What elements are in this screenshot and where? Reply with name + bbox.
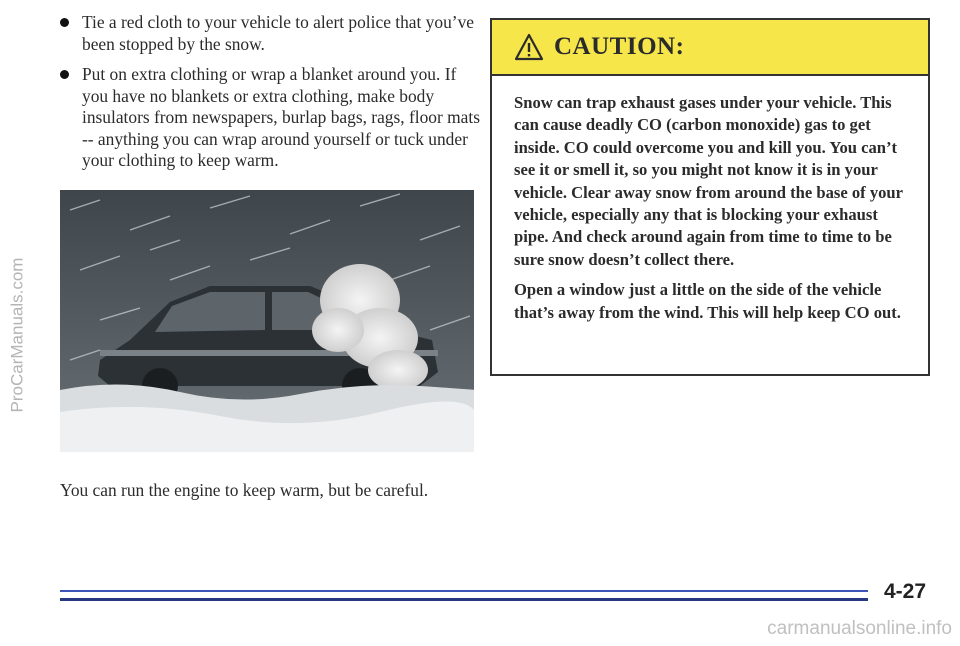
- footer-rule-thick: [60, 598, 868, 601]
- car-in-snow-photo: [60, 190, 474, 452]
- bullet-list: [60, 12, 480, 181]
- caution-title: CAUTION:: [554, 33, 685, 60]
- page-number: 4-27: [884, 580, 927, 603]
- caution-header: [492, 20, 928, 76]
- body-paragraph: You can run the engine to keep warm, but be careful.: [60, 480, 429, 500]
- caution-box: [490, 18, 930, 376]
- watermark-left: [2, 180, 32, 490]
- list-item: [60, 64, 480, 172]
- caution-paragraph: Open a window just a little on the side of the vehicle that’s away from the wind. This will help keep CO out.: [514, 280, 901, 322]
- list-item: [60, 12, 480, 55]
- footer-rule-thin: [60, 590, 868, 592]
- caution-body: [492, 76, 928, 324]
- bullet-dot-icon: [60, 18, 69, 27]
- bullet-dot-icon: [60, 70, 69, 79]
- warning-triangle-icon: [514, 33, 544, 61]
- watermark-left-text: ProCarManuals.com: [7, 257, 27, 413]
- bullet-text: Tie a red cloth to your vehicle to alert police that you’ve been stopped by the snow.: [82, 12, 474, 54]
- car-in-snow-illustration: [60, 190, 474, 452]
- caution-paragraph: Snow can trap exhaust gases under your vehicle. This can cause deadly CO (carbon monoxide) gas to get inside. CO could overcome you and kill you. You can’t see it or smell it, so you might not know it is in your vehicle. Clear away snow from around the base of your vehicle, especially any that is blocking your exhaust pipe. And check around again from time to time to be sure snow doesn’t collect there.: [514, 93, 903, 269]
- watermark-bottom: carmanualsonline.info: [767, 618, 952, 639]
- bullet-text: Put on extra clothing or wrap a blanket around you. If you have no blankets or extra clothing, make body insulators from newspapers, burlap bags, rags, floor mats -- anything you can wrap around yourself or tuck under your clothing to keep warm.: [82, 64, 480, 170]
